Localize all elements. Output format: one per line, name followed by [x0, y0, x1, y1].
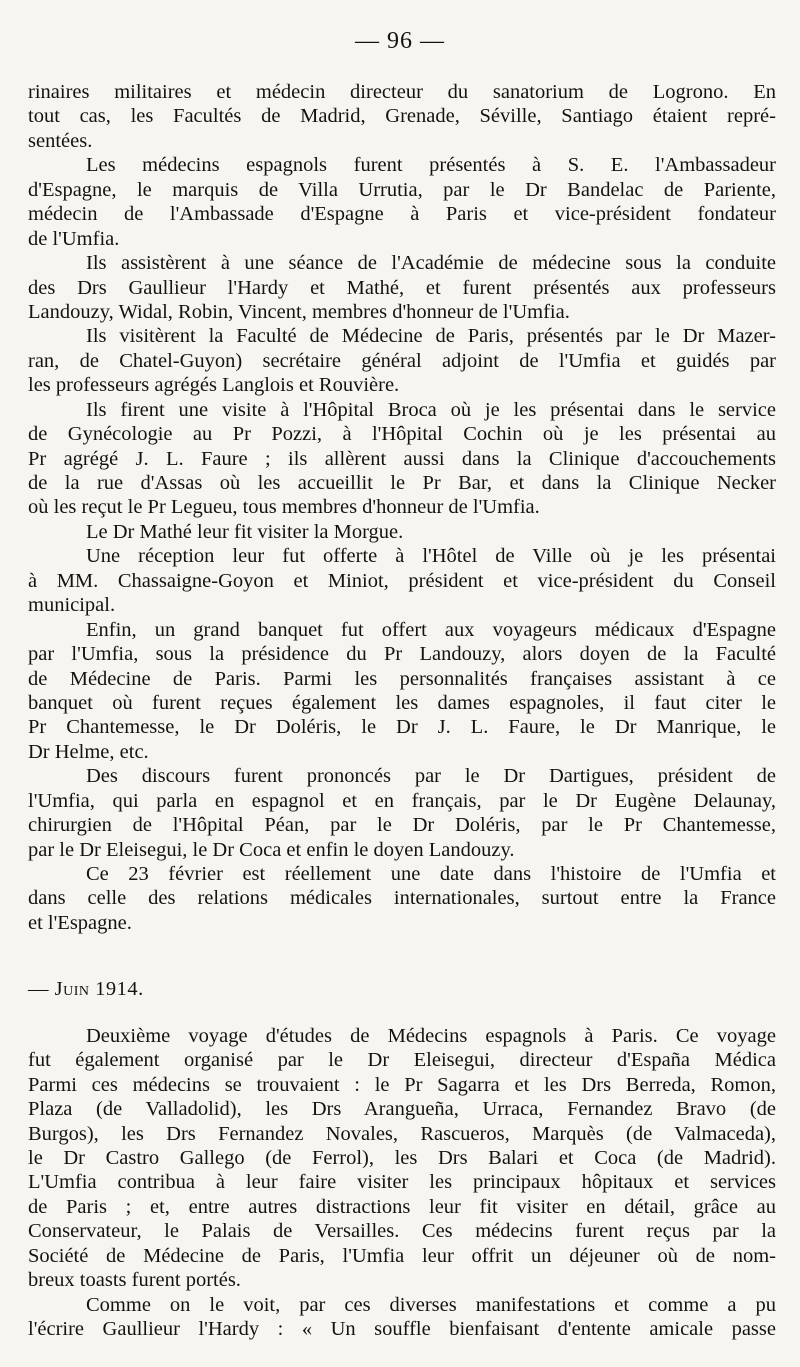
text-line: Les médecins espagnols furent présentés à S. E. l'Ambassadeur	[86, 154, 776, 177]
text-line: Ils visitèrent la Faculté de Médecine de Paris, présentés par le Dr Mazer-	[86, 325, 776, 348]
text-line: Burgos), les Drs Fernandez Novales, Rascueros, Marquès (de Valmaceda),	[28, 1122, 776, 1145]
heading-year: 1914.	[89, 978, 144, 1001]
section-1923-banquet	[28, 80, 776, 935]
text-line: breux toasts furent portés.	[28, 1269, 241, 1292]
text-line: Ils assistèrent à une séance de l'Académie de médecine sous la conduite	[86, 252, 776, 275]
heading-gap	[28, 1002, 776, 1024]
text-line: Société de Médecine de Paris, l'Umfia leur offrit un déjeuner où de nom-	[28, 1244, 776, 1267]
text-line: et l'Espagne.	[28, 911, 132, 934]
text-line: de Gynécologie au Pr Pozzi, à l'Hôpital Cochin où je les présentai au	[28, 423, 776, 446]
text-line: Landouzy, Widal, Robin, Vincent, membres d'honneur de l'Umfia.	[28, 300, 570, 323]
text-line: Pr agrégé J. L. Faure ; ils allèrent aussi dans la Clinique d'accouchements	[28, 447, 776, 470]
text-line: l'Umfia, qui parla en espagnol et en français, par le Dr Eugène Delaunay,	[28, 789, 776, 812]
text-line: Deuxième voyage d'études de Médecins espagnols à Paris. Ce voyage	[86, 1024, 776, 1047]
text-line: où les reçut le Pr Legueu, tous membres d'honneur de l'Umfia.	[28, 496, 540, 519]
text-line: de l'Umfia.	[28, 227, 120, 250]
text-line: les professeurs agrégés Langlois et Rouvière.	[28, 374, 400, 397]
text-line: Ils firent une visite à l'Hôpital Broca où je les présentai dans le service	[86, 398, 776, 421]
text-line: Plaza (de Valladolid), les Drs Arangueña, Urraca, Fernandez Bravo (de	[28, 1098, 776, 1121]
text-line: à MM. Chassaigne-Goyon et Miniot, président et vice-président du Conseil	[28, 569, 776, 592]
text-line: Une réception leur fut offerte à l'Hôtel de Ville où je les présentai	[86, 545, 776, 568]
body-text	[28, 80, 776, 1341]
text-line: par l'Umfia, sous la présidence du Pr Landouzy, alors doyen de la Faculté	[28, 643, 776, 666]
text-line: sentées.	[28, 129, 93, 152]
text-line: Des discours furent prononcés par le Dr Dartigues, président de	[86, 765, 776, 788]
section-heading-june-1914	[28, 977, 776, 1001]
section-gap	[28, 935, 776, 977]
text-line: l'écrire Gaullieur l'Hardy : « Un souffle bienfaisant d'entente amicale passe	[28, 1318, 776, 1340]
text-line: de la rue d'Assas où les accueillit le Pr Bar, et dans la Clinique Necker	[28, 472, 776, 494]
text-line: banquet où furent reçues également les dames espagnoles, il faut citer le	[28, 691, 776, 714]
text-line: ran, de Chatel-Guyon) secrétaire général adjoint de l'Umfia et guidés par	[28, 349, 776, 372]
text-line: des Drs Gaullieur l'Hardy et Mathé, et furent présentés aux professeurs	[28, 276, 776, 299]
text-line: Comme on le voit, par ces diverses manifestations et comme a pu	[86, 1293, 776, 1316]
text-line: chirurgien de l'Hôpital Péan, par le Dr Doléris, par le Pr Chantemesse,	[28, 814, 776, 837]
text-line: Conservateur, le Palais de Versailles. Ces médecins furent reçus par la	[28, 1220, 776, 1243]
text-line: municipal.	[28, 594, 116, 617]
text-line: fut également organisé par le Dr Eleisegui, directeur d'España Médica	[28, 1049, 776, 1072]
text-line: de Médecine de Paris. Parmi les personnalités françaises assistant à ce	[28, 667, 776, 690]
heading-dash: —	[28, 978, 55, 1001]
text-line: Le Dr Mathé leur fit visiter la Morgue.	[86, 520, 404, 543]
text-line: Parmi ces médecins se trouvaient : le Pr Sagarra et les Drs Berreda, Romon,	[28, 1073, 776, 1096]
section-1914-voyage	[28, 1024, 776, 1342]
text-line: tout cas, les Facultés de Madrid, Grenade, Séville, Santiago étaient repré-	[28, 105, 776, 128]
text-line: Enfin, un grand banquet fut offert aux voyageurs médicaux d'Espagne	[86, 618, 776, 641]
text-line: médecin de l'Ambassade d'Espagne à Paris et vice-président fondateur	[28, 203, 776, 226]
text-line: de Paris ; et, entre autres distractions leur fit visiter en détail, grâce au	[28, 1195, 776, 1218]
text-line: par le Dr Eleisegui, le Dr Coca et enfin le doyen Landouzy.	[28, 838, 515, 861]
text-line: dans celle des relations médicales internationales, surtout entre la France	[28, 887, 776, 910]
heading-month: Juin	[54, 978, 90, 1001]
text-line: d'Espagne, le marquis de Villa Urrutia, par le Dr Bandelac de Pariente,	[28, 178, 776, 201]
text-line: L'Umfia contribua à leur faire visiter les principaux hôpitaux et services	[28, 1171, 776, 1194]
text-line: le Dr Castro Gallego (de Ferrol), les Drs Balari et Coca (de Madrid).	[28, 1146, 776, 1169]
text-line: rinaires militaires et médecin directeur du sanatorium de Logrono. En	[28, 81, 776, 103]
text-line: Dr Helme, etc.	[28, 740, 149, 763]
text-line: Pr Chantemesse, le Dr Doléris, le Dr J. L. Faure, le Dr Manrique, le	[28, 716, 776, 739]
text-line: Ce 23 février est réellement une date dans l'histoire de l'Umfia et	[86, 863, 776, 885]
page-number: — 96 —	[355, 28, 445, 54]
